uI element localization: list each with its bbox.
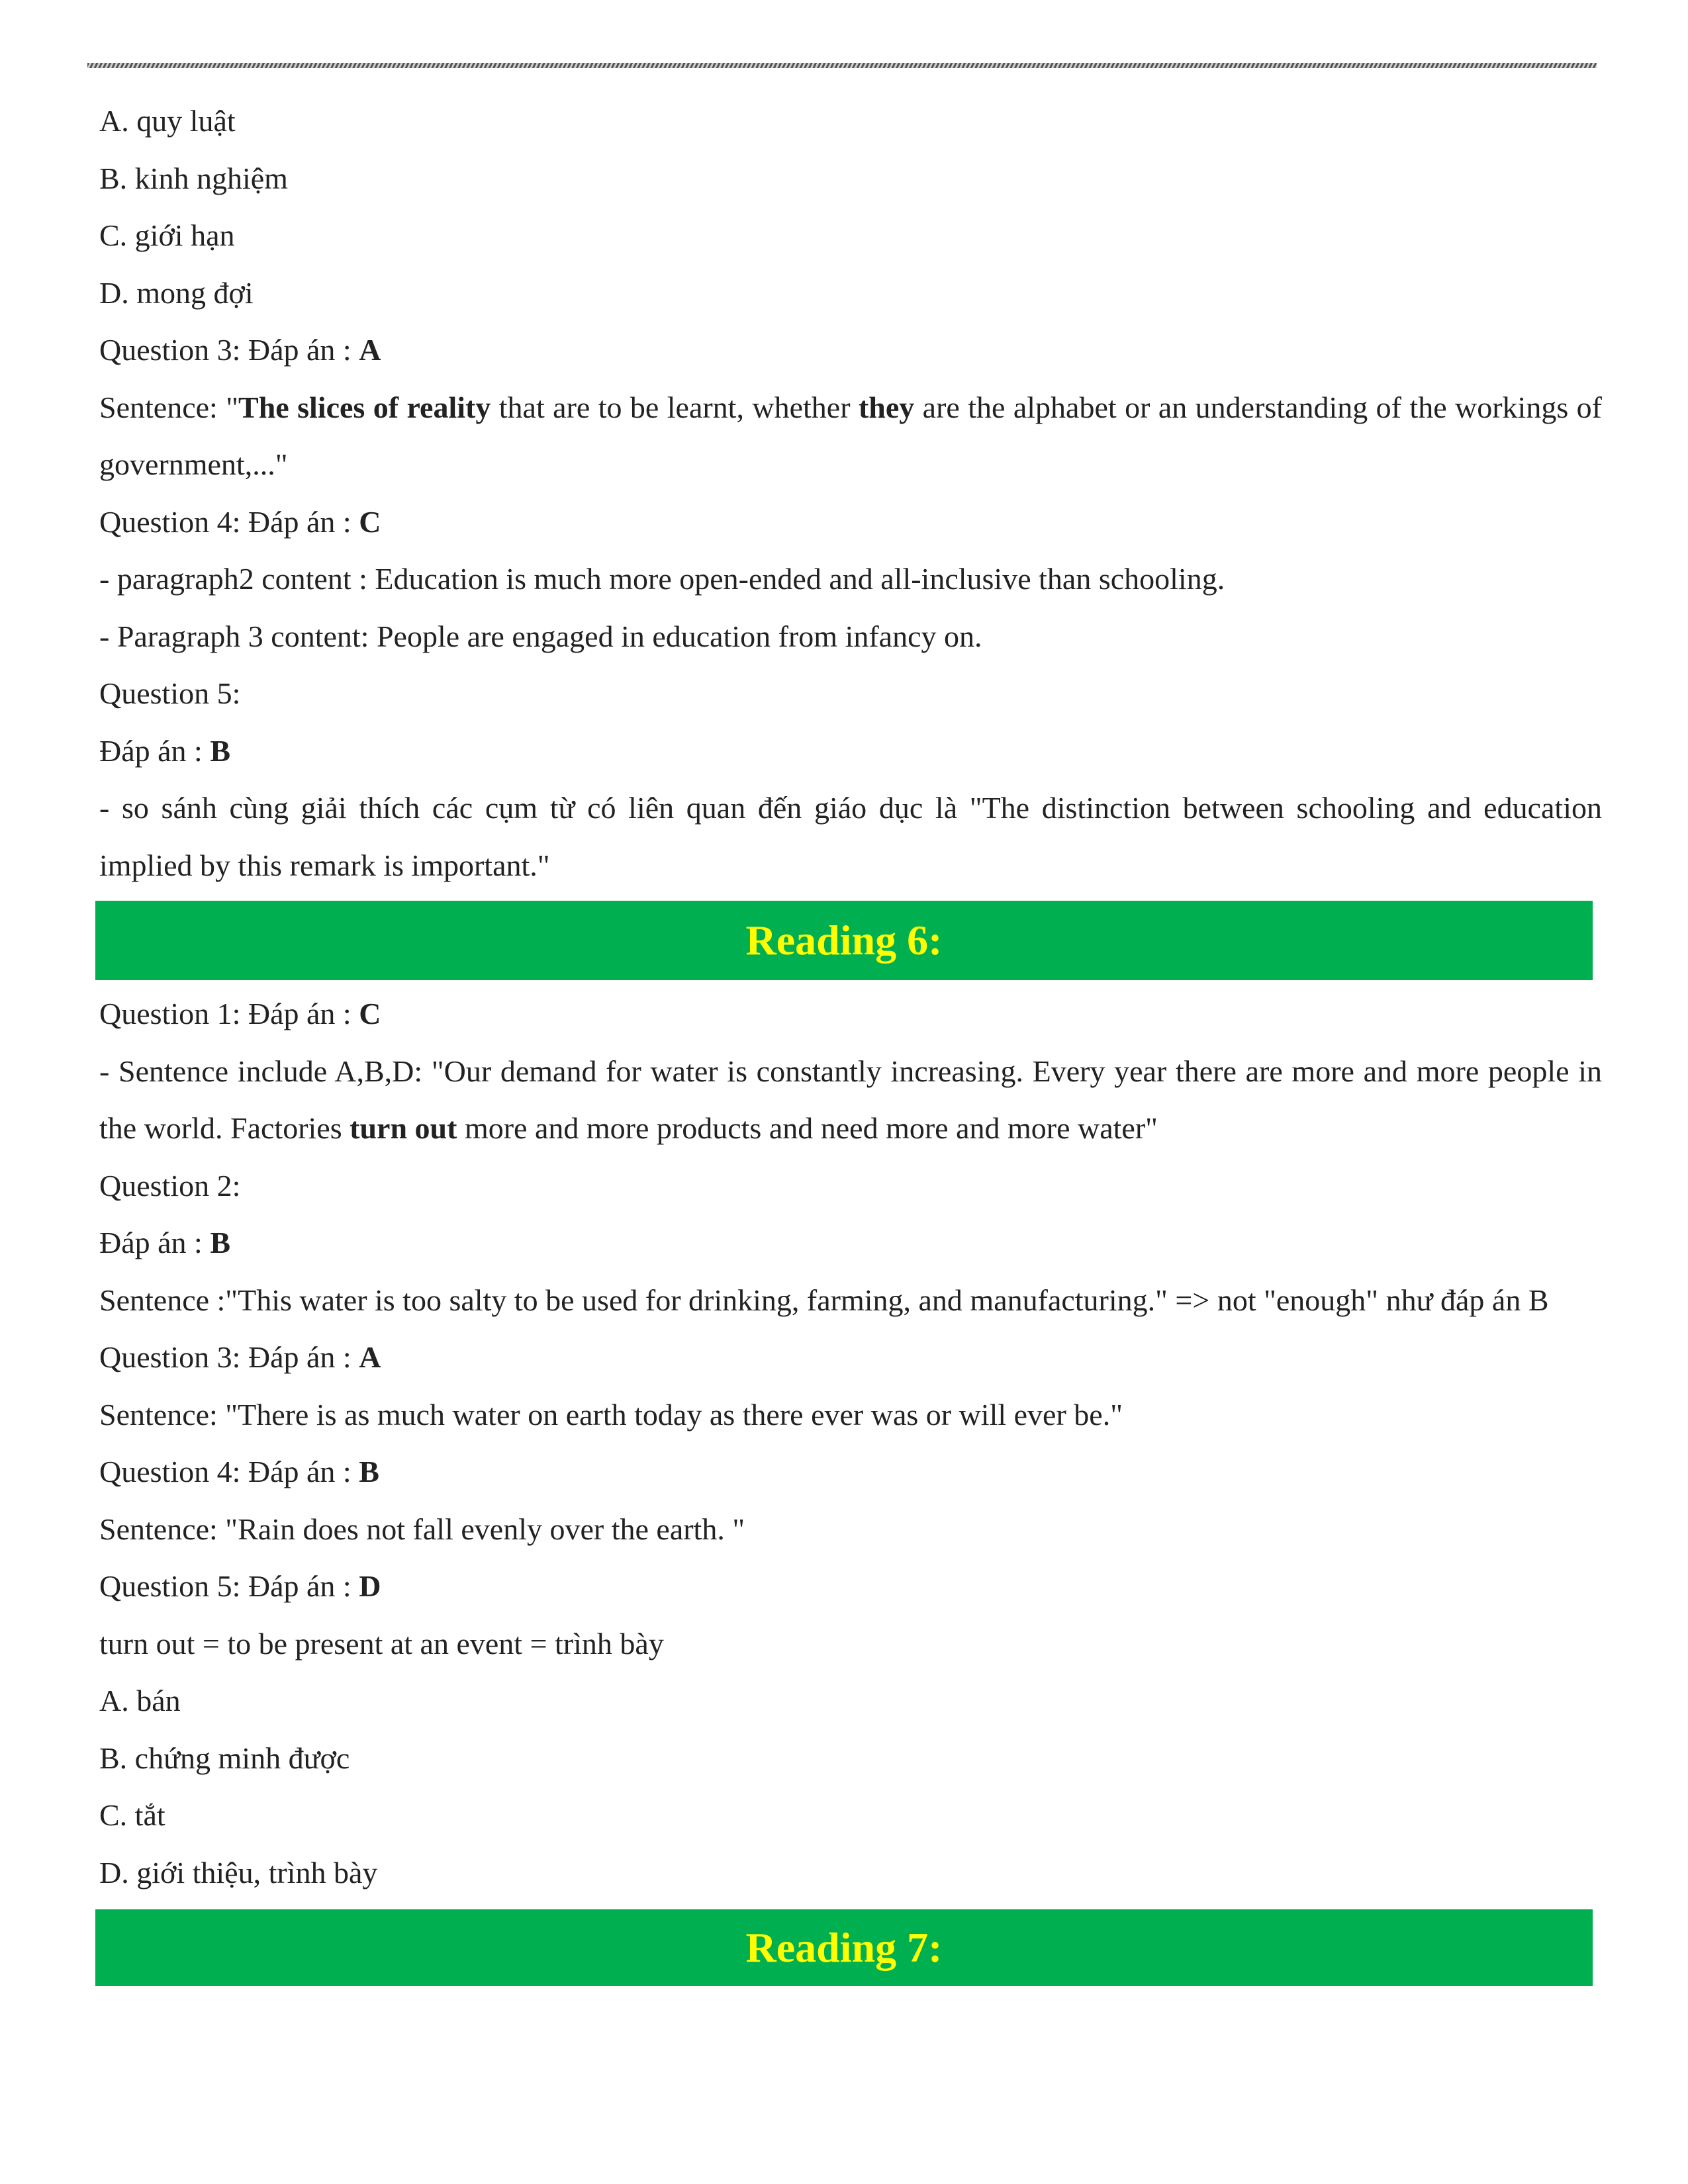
- question-5-label: Question 5:: [99, 676, 241, 710]
- question-3-answer: [99, 322, 1602, 379]
- answer-letter: C: [359, 504, 381, 539]
- option-c: C. giới hạn: [99, 218, 235, 252]
- r6-option-b: B. chứng minh được: [99, 1741, 350, 1775]
- reading-6-header: Reading 6:: [95, 901, 1593, 980]
- r6-question-5-definition: turn out = to be present at an event = trình bày: [99, 1626, 664, 1661]
- answer-letter: C: [359, 997, 381, 1030]
- top-divider: [87, 63, 1597, 68]
- question-4-answer: [99, 494, 1602, 551]
- question-label: Question 3: Đáp án :: [99, 1340, 359, 1374]
- r6-question-2-sentence: Sentence :"This water is too salty to be used for drinking, farming, and manufacturing." => not "enough" như đáp án B: [99, 1283, 1549, 1317]
- sentence-text: are the alphabet or an understanding of the workings of government,...": [99, 390, 1602, 481]
- r6-question-2-label: Question 2:: [99, 1168, 241, 1203]
- question-label: Question 4: Đáp án :: [99, 1455, 359, 1488]
- r6-question-2-answer: [99, 1214, 1602, 1272]
- option-b: B. kinh nghiệm: [99, 161, 288, 195]
- sentence-text: more and more products and need more and more water": [457, 1111, 1158, 1145]
- answer-letter: D: [359, 1569, 381, 1603]
- answer-label: Đáp án :: [99, 733, 211, 768]
- option-a: A. quy luật: [99, 104, 236, 138]
- sentence-bold: turn out: [350, 1111, 457, 1145]
- sentence-text: that are to be learnt, whether: [491, 390, 859, 424]
- question-5-answer: [99, 723, 1602, 780]
- r6-question-4-sentence: Sentence: "Rain does not fall evenly over the earth. ": [99, 1512, 745, 1546]
- question-label: Question 4: Đáp án :: [99, 504, 359, 539]
- answer-letter: B: [210, 733, 231, 768]
- r6-question-1-answer: [99, 985, 1602, 1043]
- r6-question-3-sentence: Sentence: "There is as much water on earth today as there ever was or will ever be.": [99, 1397, 1123, 1432]
- r6-question-4-answer: [99, 1443, 1602, 1501]
- answer-key-content: [99, 93, 1602, 1986]
- sentence-text: Sentence: ": [99, 390, 239, 424]
- question-label: Question 3: Đáp án :: [99, 333, 359, 367]
- option-d: D. mong đợi: [99, 275, 254, 310]
- question-label: Question 1: Đáp án :: [99, 997, 359, 1030]
- r6-option-c: C. tắt: [99, 1798, 165, 1832]
- answer-letter: A: [359, 333, 381, 367]
- answer-letter: B: [210, 1226, 231, 1259]
- answer-letter: A: [359, 1340, 381, 1374]
- paragraph-2-content: - paragraph2 content : Education is much more open-ended and all-inclusive than schooling.: [99, 562, 1225, 596]
- sentence-bold: The slices of reality: [238, 390, 491, 424]
- paragraph-3-content: - Paragraph 3 content: People are engaged in education from infancy on.: [99, 619, 982, 653]
- r6-option-d: D. giới thiệu, trình bày: [99, 1855, 378, 1889]
- r6-question-3-answer: [99, 1329, 1602, 1387]
- r6-question-5-answer: [99, 1558, 1602, 1615]
- r6-question-1-sentence: [99, 1043, 1602, 1158]
- answer-label: Đáp án :: [99, 1226, 211, 1259]
- r6-option-a: A. bán: [99, 1684, 181, 1717]
- answer-letter: B: [359, 1455, 379, 1488]
- sentence-text: - Sentence include A,B,D: "Our demand for water is constantly increasing. Every year there are more and more people in the world. Factories: [99, 1054, 1602, 1145]
- reading-7-header: Reading 7:: [95, 1909, 1593, 1986]
- question-label: Question 5: Đáp án :: [99, 1569, 359, 1603]
- question-3-sentence: [99, 379, 1602, 494]
- question-5-explanation: - so sánh cùng giải thích các cụm từ có liên quan đến giáo dục là "The distinction between schooling and education implied by this remark is important.": [99, 791, 1602, 882]
- sentence-bold: they: [858, 390, 915, 424]
